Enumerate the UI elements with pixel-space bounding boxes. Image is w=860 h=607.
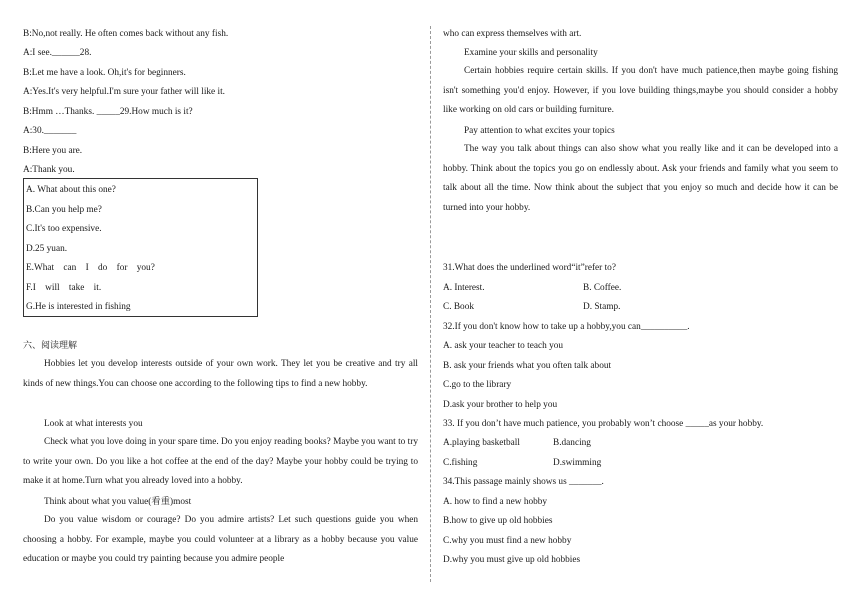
- answer-option: B. Coffee.: [583, 283, 622, 293]
- dialogue-line: A:30._______: [23, 126, 77, 136]
- dialogue-line: B:No,not really. He often comes back without any fish.: [23, 29, 229, 39]
- answer-option: B.dancing: [553, 438, 591, 448]
- answer-option: B. ask your friends what you often talk about: [443, 361, 612, 371]
- tip-heading: Pay attention to what excites your topics: [464, 126, 615, 136]
- tip-body: [443, 62, 838, 121]
- dialogue-line: A:Yes.It's very helpful.I'm sure your father will like it.: [23, 87, 225, 97]
- option-item: F.I will take it.: [26, 283, 102, 293]
- answer-option: A.playing basketball: [443, 438, 520, 448]
- answer-option: D. Stamp.: [583, 302, 621, 312]
- passage-continuation: who can express themselves with art.: [443, 29, 582, 39]
- answer-option: C.why you must find a new hobby: [443, 536, 572, 546]
- tip3-body-text: Certain hobbies require certain skills. If you don't have much patience,then maybe going fishing isn't something you'd enjoy. However, if you love building things,maybe you should consider a hobby like working on old cars or building furniture.: [443, 66, 838, 115]
- answer-option: D.ask your brother to help you: [443, 400, 558, 410]
- option-item: E.What can I do for you?: [26, 263, 155, 273]
- tip-heading: Look at what interests you: [44, 419, 143, 429]
- tip2-body-text: Do you value wisdom or courage? Do you admire artists? Let such questions guide you when choosing a hobby. For example, maybe you could volunteer at a library as a hobby because you value education or maybe you could try painting because you admire people: [23, 515, 418, 564]
- tip-body: [23, 511, 418, 570]
- section-title: 六、阅读理解: [23, 341, 78, 351]
- answer-option: A. Interest.: [443, 283, 485, 293]
- tip1-body-text: Check what you love doing in your spare time. Do you enjoy reading books? Maybe you want to try to write your own. Do you like a hot coffee at the end of the day? Maybe your hobby could be trying to make it at home.Turn what you already loved into a hobby.: [23, 437, 418, 486]
- dialogue-line: B:Let me have a look. Oh,it's for beginners.: [23, 68, 186, 78]
- column-divider: [430, 26, 431, 582]
- answer-option: D.why you must give up old hobbies: [443, 555, 581, 565]
- question-stem: 31.What does the underlined word“it”refer to?: [443, 263, 616, 273]
- answer-option: B.how to give up old hobbies: [443, 516, 553, 526]
- option-item: D.25 yuan.: [26, 244, 68, 254]
- tip-body: [23, 433, 418, 492]
- tip-body: [443, 140, 838, 218]
- question-stem: 32.If you don't know how to take up a hobby,you can__________.: [443, 322, 690, 332]
- passage-intro: [23, 355, 418, 394]
- answer-option: D.swimming: [553, 458, 602, 468]
- option-item: G.He is interested in fishing: [26, 302, 131, 312]
- dialogue-line: A:Thank you.: [23, 165, 75, 175]
- answer-option: C. Book: [443, 302, 474, 312]
- passage-intro-text: Hobbies let you develop interests outside of your own work. They let you be creative and try all kinds of new things.You can choose one according to the following tips to find a new hobby.: [23, 359, 418, 389]
- dialogue-line: A:I see.______28.: [23, 48, 92, 58]
- dialogue-line: B:Here you are.: [23, 146, 83, 156]
- answer-option: C.fishing: [443, 458, 478, 468]
- answer-option: A. ask your teacher to teach you: [443, 341, 564, 351]
- tip4-body-text: The way you talk about things can also show what you really like and it can be developed into a hobby. Think about the topics you go on endlessly about. Ask your friends and family what you seem to talk about all the time. Now think about the subject that you enjoy so much and decide how it can be turned into your hobby.: [443, 144, 838, 213]
- dialogue-line: B:Hmm …Thanks. _____29.How much is it?: [23, 107, 193, 117]
- tip-heading: Examine your skills and personality: [464, 48, 598, 58]
- option-item: B.Can you help me?: [26, 205, 102, 215]
- question-stem: 33. If you don’t have much patience, you probably won’t choose _____as your hobby.: [443, 419, 764, 429]
- answer-option: C.go to the library: [443, 380, 512, 390]
- option-item: A. What about this one?: [26, 185, 116, 195]
- question-stem: 34.This passage mainly shows us _______.: [443, 477, 604, 487]
- option-item: C.It's too expensive.: [26, 224, 102, 234]
- answer-option: A. how to find a new hobby: [443, 497, 548, 507]
- tip-heading: Think about what you value(看重)most: [44, 497, 192, 507]
